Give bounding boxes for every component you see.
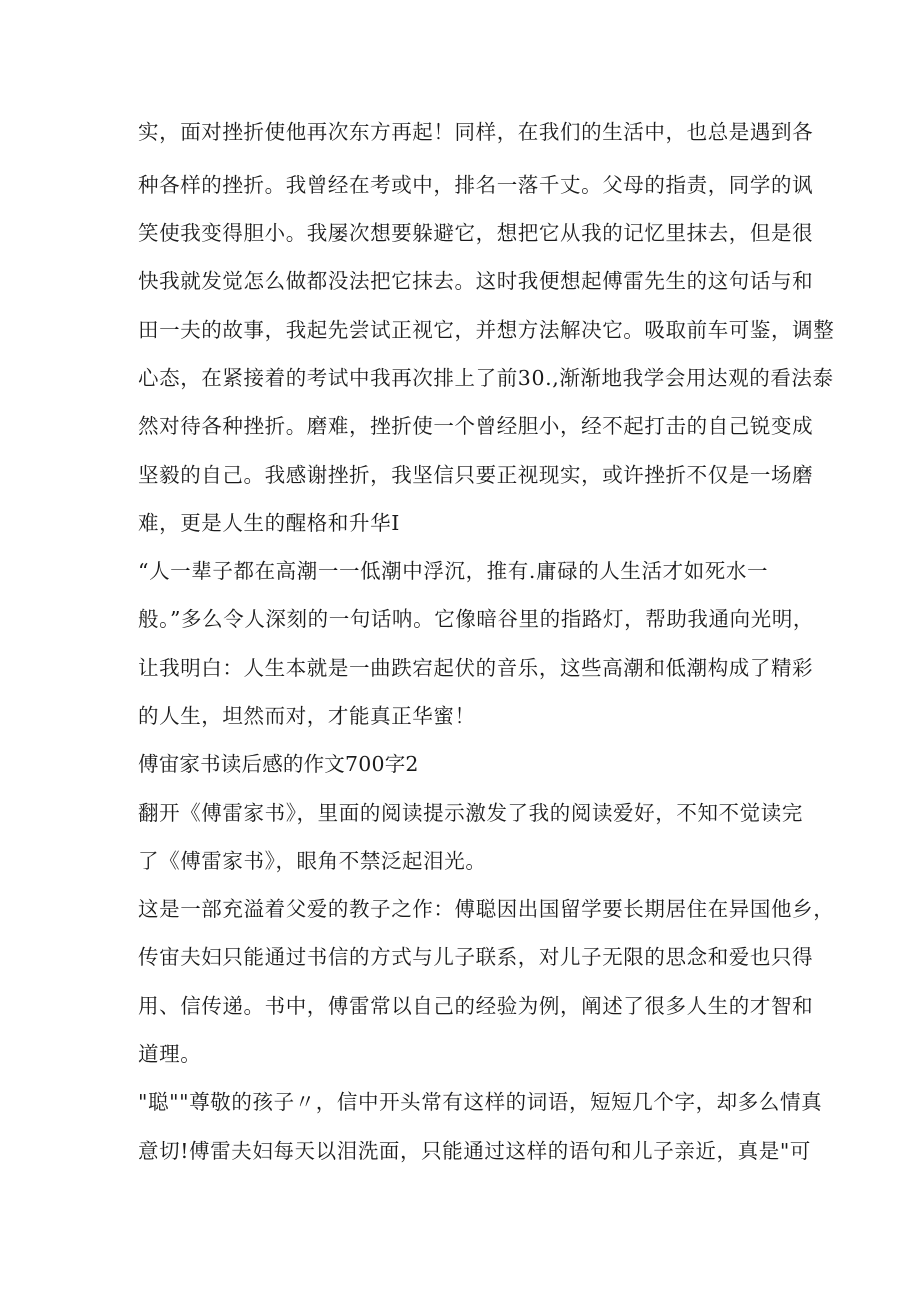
text-line: 然对待各种挫折。磨难，挫折使一个曾经胆小，经不起打击的自己锐变成 <box>138 414 814 438</box>
text-line: 传宙夫妇只能通过书信的方式与儿子联系，对儿子无限的思念和爱也只得 <box>138 945 814 969</box>
text-line: 笑使我变得胆小。我屡次想要躲避它，想把它从我的记忆里抹去，但是很 <box>138 221 814 245</box>
text-line: 道理。 <box>138 1042 202 1066</box>
text-line: 般。”多么令人深刻的一句话呐。它像暗谷里的指路灯，帮助我通向光明， <box>138 607 815 631</box>
text-line: 心态，在紧接着的考试中我再次排上了前30.,渐渐地我学会用达观的看法泰 <box>138 366 834 390</box>
text-line: "聪""尊敬的孩子〃，信中开头常有这样的词语，短短几个字，却多么情真 <box>138 1090 823 1114</box>
text-line: 实，面对挫折使他再次东方再起！同样，在我们的生活中，也总是遇到各 <box>138 120 814 144</box>
text-line: 快我就发觉怎么做都没法把它抹去。这时我便想起傅雷先生的这句话与和 <box>138 269 814 293</box>
text-line: 了《傅雷家书》，眼角不禁泛起泪光。 <box>138 849 487 873</box>
text-line: 意切!傅雷夫妇每天以泪洗面，只能通过这样的语句和儿子亲近，真是"可 <box>138 1139 811 1163</box>
text-line: 难，更是人生的醒格和升华I <box>138 511 400 535</box>
text-line: 坚毅的自己。我感谢挫折，我坚信只要正视现实，或许挫折不仅是一场磨 <box>138 463 814 487</box>
text-line: “人一辈子都在高潮一一低潮中浮沉，推有.庸碌的人生活才如死水一 <box>138 559 769 583</box>
text-line: 的人生，坦然而对，才能真正华蜜！ <box>138 704 476 728</box>
text-line: 田一夫的故事，我起先尝试正视它，并想方法解决它。吸取前车可鉴，调整 <box>138 318 835 342</box>
text-line: 这是一部充溢着父爱的教子之作：傅聪因出国留学要长期居住在异国他乡， <box>138 897 835 921</box>
text-line: 种各样的挫折。我曾经在考或中，排名一落千丈。父母的指责，同学的讽 <box>138 173 814 197</box>
section-heading: 傅宙家书读后感的作文700字2 <box>138 752 419 776</box>
text-line: 翻开《傅雷家书》，里面的阅读提示激发了我的阅读爱好，不知不觉读完 <box>138 801 803 825</box>
text-line: 用、信传递。书中，傅雷常以自己的经验为例，阐述了很多人生的才智和 <box>138 994 814 1018</box>
text-line: 让我明白：人生本就是一曲跌宕起伏的音乐，这些高潮和低潮构成了精彩 <box>138 656 814 680</box>
